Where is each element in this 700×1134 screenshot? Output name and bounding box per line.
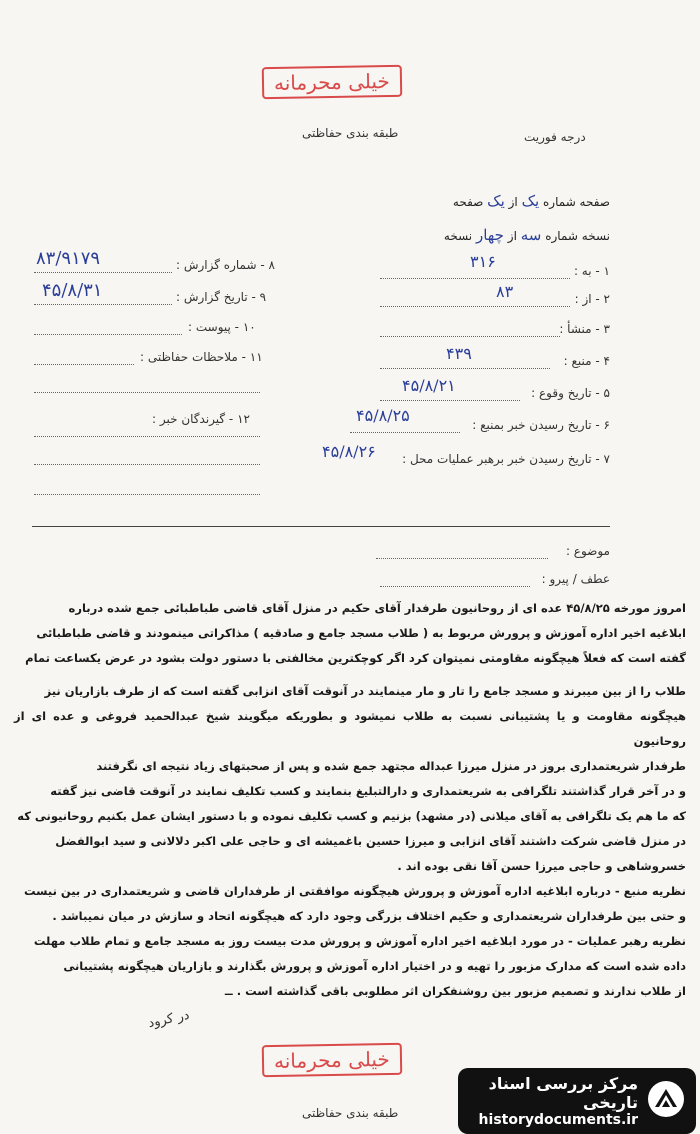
field-from-line (380, 306, 570, 307)
field-security-notes-label: ۱۱ - ملاحظات حفاظتی : (140, 350, 263, 364)
field-report-date-label: ۹ - تاریخ گزارش : (176, 290, 267, 304)
classification-label-bottom: طبقه بندی حفاظتی (302, 1106, 399, 1120)
field-report-date-line (34, 304, 172, 305)
field-security-notes-line-2 (34, 392, 260, 393)
copy-suffix: نسخه (443, 229, 473, 243)
body-line: و حتی بین طرفداران شریعتمداری و حکیم اختلاف بزرگی وجود دارد که هیچگونه اتحاد و سازش در میان نمیباشد . (52, 909, 686, 923)
body-line: امروز مورخه ۴۵/۸/۲۵ عده ای از روحانیون طرفدار آقای حکیم در منزل آقای قاضی طباطبائی جمع شده درباره (68, 601, 686, 615)
body-line: طلاب را از بین میبرند و مسجد جامع را تار و مار مینمایند در آنوقت آقای انزابی گفته است که از طرف بازاریان نیز (44, 684, 686, 698)
field-origin-label: ۳ - منشأ : (559, 322, 610, 336)
body-line: که ما هم یک تلگرافی به آقای میلانی (در مشهد) بزنیم و کسب تکلیف نموده و با دستور ایشان عمل بکنیم روحانیونی که (17, 809, 686, 823)
priority-label: درجه فوریت (524, 130, 586, 144)
field-occurrence-label: ۵ - تاریخ وقوع : (531, 386, 610, 400)
section-divider (32, 526, 610, 527)
book-pages-icon (646, 1079, 686, 1123)
classification-stamp-top: خیلی محرمانه (262, 65, 402, 99)
watermark-text (468, 1074, 638, 1128)
reference-line (380, 586, 530, 587)
body-line: ابلاغیه اخیر اداره آموزش و پرورش مربوط به ( طلاب مسجد جامع و صادقیه ) مذاکراتی مینمودند و قاضی طباطبائی (36, 626, 686, 640)
classification-stamp-bottom: خیلی محرمانه (262, 1043, 402, 1077)
page-prefix: صفحه شماره (543, 195, 610, 209)
field-from-value: ۸۳ (496, 282, 514, 301)
field-source-label: ۴ - منبع : (563, 354, 610, 368)
field-received-leader-label: ۷ - تاریخ رسیدن خبر برهبر عملیات محل : (402, 452, 610, 466)
subject-line (376, 558, 548, 559)
page-num: یک (521, 192, 540, 210)
page-suffix: صفحه (452, 195, 484, 209)
body-line: داده شده است که مدارک مزبور را تهیه و در اختیار اداره آموزش و پرورش بگذارند و بازاریان هیچگونه پشتیبانی (63, 959, 686, 973)
page-number-line (370, 192, 610, 210)
body-line: طرفدار شریعتمداری بروز در منزل میرزا عبداله مجتهد جمع شده و پس از صحبتهای زیاد نتیجه ای نگرفتند (96, 759, 686, 773)
body-line: هیچگونه مقاومت و یا پشتیبانی نسبت به طلاب نمیشود و بطوریکه میگویند شیخ عبدالحمید فروغی و عده ای از روحانیون (14, 709, 686, 748)
field-recipients-line-3 (34, 494, 260, 495)
archive-watermark (458, 1068, 696, 1134)
field-recipients-line-1 (34, 436, 260, 437)
body-line: خسروشاهی و حاجی میرزا حسن آقا نقی بوده اند . (397, 859, 686, 873)
subject-label: موضوع : (565, 544, 610, 558)
body-line: نظریه منبع - درباره ابلاغیه اداره آموزش و پرورش هیچگونه موافقتی از طرفداران قاضی و شریعتمداری در بین نیست (24, 884, 686, 898)
field-from-label: ۲ - از : (574, 292, 610, 306)
body-line: و در آخر قرار گذاشتند تلگرافی به شریعتمداری و دارالتبلیغ بنمایند و کسب تکلیف نمایند در آنوقت قاضی نیز گفته (50, 784, 686, 798)
watermark-title: مرکز بررسی اسناد تاریخی (488, 1074, 638, 1112)
body-line: نظریه رهبر عملیات - در مورد ابلاغیه اخیر اداره آموزش و پرورش مدت بیست روز به مسجد جامع و تمام طلاب مهلت (33, 934, 686, 948)
copy-total: چهار (475, 226, 504, 244)
field-attachment-line (34, 334, 182, 335)
field-report-number-value: ۸۳/۹۱۷۹ (36, 248, 101, 269)
body-line: گفته است که فعلاً هیچگونه مقاومتی نمیتوان کرد اگر کوچکترین مخالفتی با دستور دولت بشود در عرض یکساعت تمام (25, 651, 686, 665)
field-occurrence-value: ۴۵/۸/۲۱ (402, 376, 456, 395)
field-received-leader-value: ۴۵/۸/۲۶ (322, 442, 376, 461)
field-received-source-label: ۶ - تاریخ رسیدن خبر بمنبع : (472, 418, 610, 432)
field-report-number-label: ۸ - شماره گزارش : (176, 258, 275, 272)
field-occurrence-line (380, 400, 520, 401)
field-report-date-value: ۴۵/۸/۳۱ (42, 280, 103, 301)
field-attachment-label: ۱۰ - پیوست : (188, 320, 256, 334)
field-source-line (380, 368, 550, 369)
field-to-label: ۱ - به : (573, 264, 610, 278)
classification-label-top: طبقه بندی حفاظتی (302, 126, 399, 140)
copy-prefix: نسخه شماره (545, 229, 610, 243)
body-line: از طلاب ندارند و تصمیم مزبور بین روشنفکران اثر مطلوبی باقی گذاشته است . ــ (224, 984, 686, 998)
field-to-value: ۳۱۶ (470, 252, 496, 271)
report-body (14, 596, 686, 1004)
reference-label: عطف / پیرو : (541, 572, 610, 586)
field-received-source-value: ۴۵/۸/۲۵ (356, 406, 410, 425)
field-security-notes-line (34, 364, 134, 365)
handwritten-note: در کرود (146, 1007, 191, 1032)
field-source-value: ۴۳۹ (446, 344, 472, 363)
field-received-source-line (350, 432, 460, 433)
copy-of: از (507, 229, 517, 243)
page-total: یک (487, 192, 505, 210)
watermark-url: historydocuments.ir (478, 1112, 638, 1128)
field-to-line (380, 278, 570, 279)
watermark-row (468, 1074, 686, 1128)
copy-number-line (370, 226, 610, 244)
field-report-number-line (34, 272, 172, 273)
field-recipients-line-2 (34, 464, 260, 465)
body-line: در منزل قاضی شرکت داشتند آقای انزابی و میرزا حسین باغمیشه ای و حاجی علی اکبر دلالانی و سید ابوالفضل (55, 834, 686, 848)
copy-num: سه (520, 226, 542, 244)
field-origin-line (380, 336, 560, 337)
field-recipients-label: ۱۲ - گیرندگان خبر : (152, 412, 250, 426)
page-of: از (508, 195, 518, 209)
